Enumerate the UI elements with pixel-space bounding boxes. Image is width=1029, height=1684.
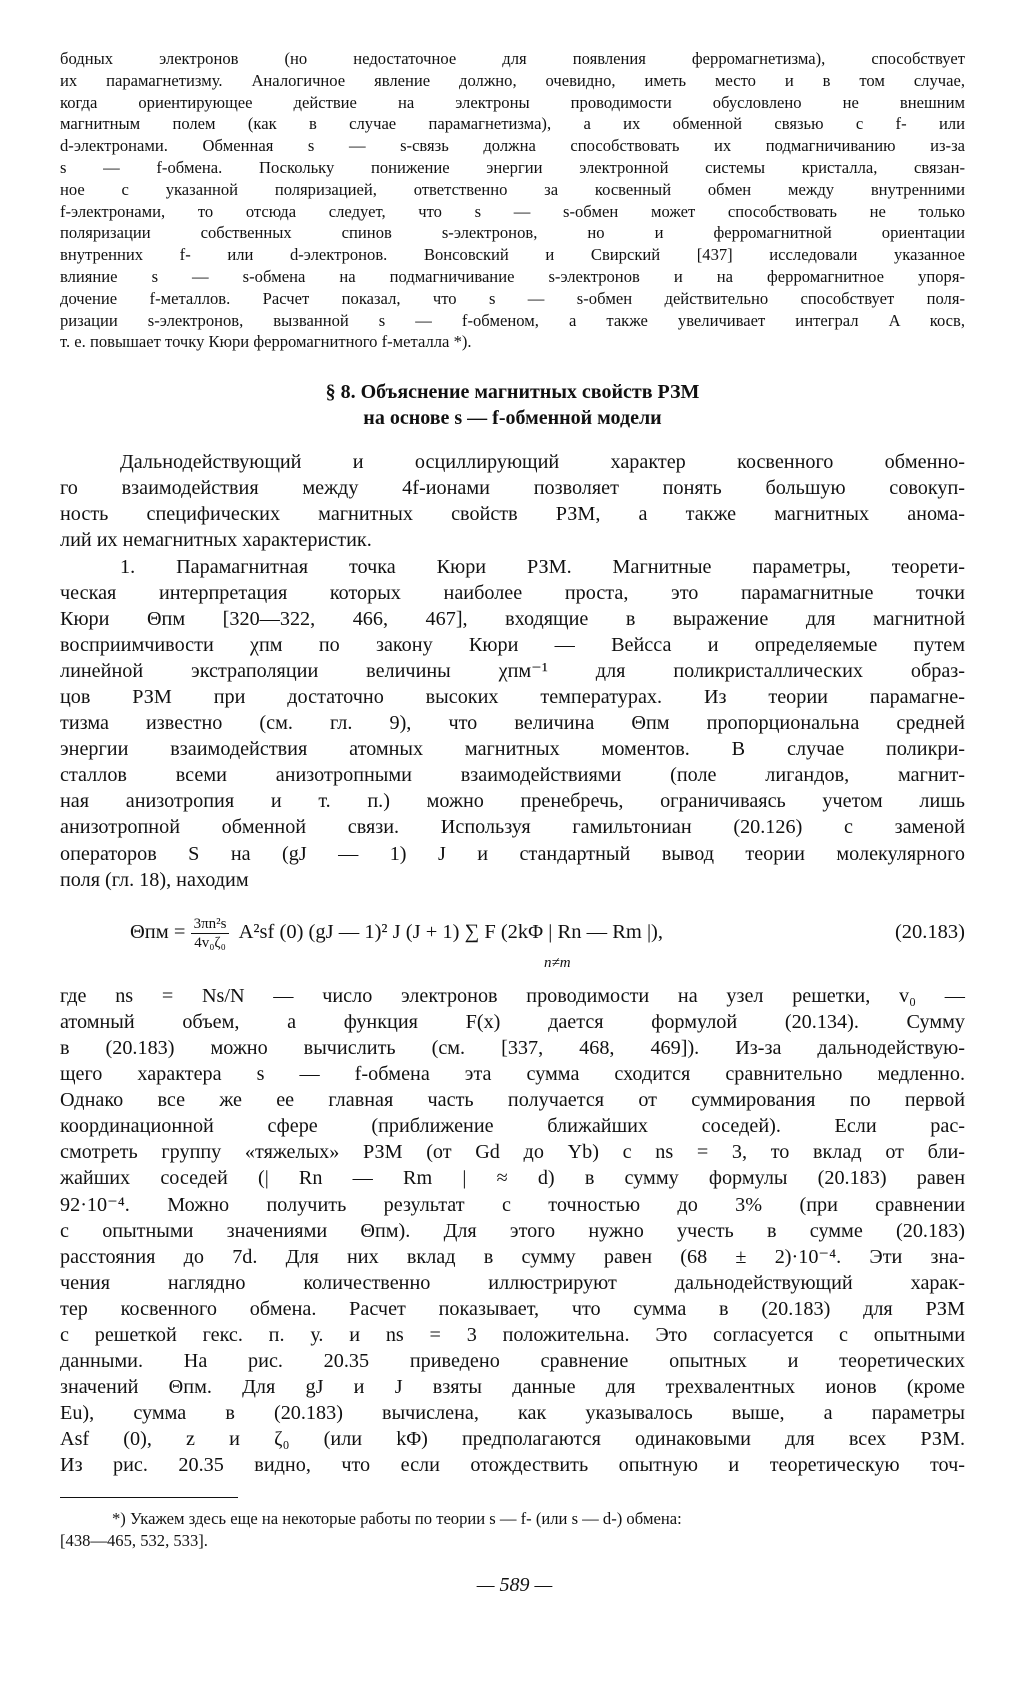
equation-number: (20.183) bbox=[894, 920, 965, 943]
text-line: их парамагнетизму. Аналогичное явление должно, очевидно, иметь место и в том случае, bbox=[60, 70, 965, 90]
text-line: с опытными значениями Θпм). Для этого нужно учесть в сумме (20.183) bbox=[60, 1219, 965, 1242]
text-line: расстояния до 7d. Для них вклад в сумму равен (68 ± 2)·10⁻⁴. Эти зна- bbox=[60, 1245, 965, 1268]
text-line: жайших соседей (| Rn — Rm | ≈ d) в сумму формулы (20.183) равен bbox=[60, 1167, 965, 1190]
footnote-divider bbox=[60, 1497, 238, 1498]
text-line: ческая интерпретация которых наиболее проста, это парамагнитные точки bbox=[60, 581, 965, 604]
text-line: 92·10⁻⁴. Можно получить результат с точностью до 3% (при сравнении bbox=[60, 1193, 965, 1216]
text-line: тер косвенного обмена. Расчет показывает, что сумма в (20.183) для РЗМ bbox=[60, 1297, 965, 1320]
text-line: в (20.183) можно вычислить (см. [337, 468, 469]). Из-за дальнодействую- bbox=[60, 1036, 965, 1059]
text-line: где ns = Ns/N — число электронов проводимости на узел решетки, v₀ — bbox=[60, 984, 965, 1007]
text-line: f-электронами, то отсюда следует, что s — s-обмен может способствовать не только bbox=[60, 201, 965, 221]
text-line: восприимчивости χпм по закону Кюри — Вейсса и определяемые путем bbox=[60, 633, 965, 656]
text-line: щего характера s — f-обмена эта сумма сходится сравнительно медленно. bbox=[60, 1063, 965, 1086]
equation-rhs: A²sf (0) (gJ — 1)² J (J + 1) ∑ F (2kΦ | Rn — Rm |), bbox=[238, 920, 663, 943]
text-line: внутренних f- или d-электронов. Вонсовский и Свирский [437] исследовали указанное bbox=[60, 245, 965, 265]
text-line: данными. На рис. 20.35 приведено сравнение опытных и теоретических bbox=[60, 1350, 965, 1373]
equation-20-183 bbox=[60, 901, 965, 979]
text-line: магнитным полем (как в случае парамагнетизма), а их обменной связью с f- или bbox=[60, 114, 965, 134]
text-line: с решеткой гекс. п. у. и ns = 3 положительна. Это согласуется с опытными bbox=[60, 1323, 965, 1346]
text-line: Eu), сумма в (20.183) вычислена, как указывалось выше, а параметры bbox=[60, 1402, 965, 1425]
text-line: s — f-обмена. Поскольку понижение энергии электронной системы кристалла, связан- bbox=[60, 157, 965, 177]
text-line: лий их немагнитных характеристик. bbox=[60, 529, 372, 552]
text-line: бодных электронов (но недостаточное для появления ферромагнетизма), способствует bbox=[60, 49, 965, 68]
page-number: — 589 — bbox=[476, 1574, 553, 1596]
text-line: Дальнодействующий и осциллирующий характер косвенного обменно- bbox=[120, 451, 965, 474]
top-paragraph bbox=[60, 48, 965, 353]
text-line: энергии взаимодействия атомных магнитных моментов. В случае поликри- bbox=[60, 738, 965, 761]
paragraph-intro bbox=[60, 449, 965, 553]
footnote-line: [438—465, 532, 533]. bbox=[60, 1530, 208, 1550]
sum-subscript: n≠m bbox=[544, 954, 571, 971]
text-line: го взаимодействия между 4f-ионами позволяет понять большую совокуп- bbox=[60, 477, 965, 500]
text-line: ризации s-электронов, вызванной s — f-обменом, а также увеличивает интеграл A косв, bbox=[60, 310, 965, 330]
text-line: сталлов всеми анизотропными взаимодействиями (поле лигандов, магнит- bbox=[60, 764, 965, 787]
fraction-numerator: 3πn²s bbox=[191, 915, 230, 934]
section-heading-line2: на основе s — f-обменной модели bbox=[363, 407, 662, 430]
text-line: т. е. повышает точку Кюри ферромагнитного f-металла *). bbox=[60, 332, 472, 352]
text-line: поляризации собственных спинов s-электронов, но и ферромагнитной ориентации bbox=[60, 223, 965, 243]
text-line: поля (гл. 18), находим bbox=[60, 868, 249, 891]
section-heading bbox=[60, 379, 965, 431]
footnote-line: *) Укажем здесь еще на некоторые работы по теории s — f- (или s — d-) обмена: bbox=[112, 1508, 682, 1528]
text-line: тизма известно (см. гл. 9), что величина Θпм пропорциональна средней bbox=[60, 712, 965, 735]
text-line: линейной экстраполяции величины χпм⁻¹ для поликристаллических образ- bbox=[60, 659, 965, 682]
text-line: 1. Парамагнитная точка Кюри РЗМ. Магнитные параметры, теорети- bbox=[120, 555, 965, 578]
text-line: анизотропной обменной связи. Используя гамильтониан (20.126) с заменой bbox=[60, 816, 965, 839]
equation-fraction bbox=[191, 915, 230, 952]
text-line: ное с указанной поляризацией, ответственно за косвенный обмен между внутренними bbox=[60, 179, 965, 199]
equation-body bbox=[130, 915, 663, 952]
equation-lhs: Θпм = bbox=[130, 920, 186, 943]
text-line: операторов S на (gJ — 1) J и стандартный вывод теории молекулярного bbox=[60, 842, 965, 865]
paragraph-where bbox=[60, 983, 965, 1479]
text-line: цов РЗМ при достаточно высоких температурах. Из теории парамагне- bbox=[60, 686, 965, 708]
text-line: ность специфических магнитных свойств РЗМ, а также магнитных анома- bbox=[60, 503, 965, 526]
text-line: d-электронами. Обменная s — s-связь должна способствовать их подмагничиванию из-за bbox=[60, 136, 965, 156]
fraction-denominator: 4v₀ζ₀ bbox=[194, 934, 226, 951]
text-line: координационной сфере (приближение ближайших соседей). Если рас- bbox=[60, 1115, 965, 1138]
section-heading-line1: § 8. Объяснение магнитных свойств РЗМ bbox=[325, 381, 700, 404]
text-line: атомный объем, а функция F(x) дается формулой (20.134). Сумму bbox=[60, 1010, 965, 1033]
text-line: Asf (0), z и ζ₀ (или kΦ) предполагаются одинаковыми для всех РЗМ. bbox=[60, 1428, 965, 1451]
text-line: дочение f-металлов. Расчет показал, что s — s-обмен действительно способствует поля- bbox=[60, 288, 965, 308]
text-line: Из рис. 20.35 видно, что если отождествить опытную и теоретическую точ- bbox=[60, 1454, 965, 1477]
text-line: смотреть группу «тяжелых» РЗМ (от Gd до Yb) с ns = 3, то вклад от бли- bbox=[60, 1141, 965, 1164]
text-line: чения наглядно количественно иллюстрируют дальнодействующий харак- bbox=[60, 1271, 965, 1294]
text-line: ная анизотропия и т. п.) можно пренебречь, ограничиваясь учетом лишь bbox=[60, 790, 965, 813]
text-line: Однако все же ее главная часть получается от суммирования по первой bbox=[60, 1089, 965, 1112]
text-line: когда ориентирующее действие на электроны проводимости обусловлено не внешним bbox=[60, 92, 965, 112]
text-line: значений Θпм. Для gJ и J взяты данные для трехвалентных ионов (кроме bbox=[60, 1376, 965, 1399]
paragraph-curie-point bbox=[60, 554, 965, 893]
text-line: Кюри Θпм [320—322, 466, 467], входящие в выражение для магнитной bbox=[60, 607, 965, 630]
text-line: влияние s — s-обмена на подмагничивание s-электронов и на ферромагнитное упоря- bbox=[60, 266, 965, 286]
page-content bbox=[60, 48, 965, 1552]
